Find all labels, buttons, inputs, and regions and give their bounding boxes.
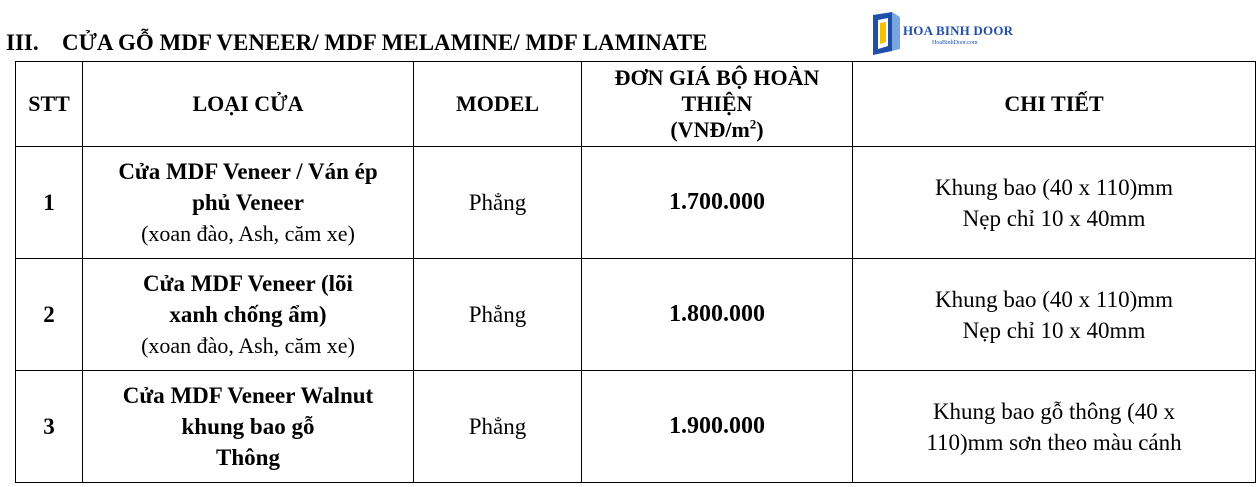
row-model: Phẳng bbox=[414, 259, 582, 371]
row-detail: Khung bao (40 x 110)mm Nẹp chỉ 10 x 40mm bbox=[853, 147, 1256, 259]
logo-website-text: HoaBinhDoor.com bbox=[932, 40, 978, 46]
table-header-row bbox=[16, 62, 1256, 147]
row-stt: 1 bbox=[16, 147, 83, 259]
header-price-unit: $(VNĐ/m^2)$ bbox=[670, 116, 764, 142]
section-number: III. bbox=[6, 30, 39, 55]
header-price-line1: ĐƠN GIÁ BỘ HOÀN bbox=[614, 65, 820, 90]
row-price: 1.900.000 bbox=[582, 371, 853, 483]
row-price: 1.700.000 bbox=[582, 147, 853, 259]
header-detail: CHI TIẾT bbox=[853, 62, 1256, 147]
row-door-type: Cửa MDF Veneer (lõi xanh chống ẩm) (xoan đào, Ash, căm xe) bbox=[83, 259, 414, 371]
door-logo-icon bbox=[870, 11, 902, 57]
row-price: 1.800.000 bbox=[582, 259, 853, 371]
row-detail: Khung bao gỗ thông (40 x 110)mm sơn theo màu cánh bbox=[853, 371, 1256, 483]
table-row bbox=[16, 371, 1256, 483]
section-title: CỬA GỖ MDF VENEER/ MDF MELAMINE/ MDF LAMINATE bbox=[62, 30, 708, 55]
row-stt: 3 bbox=[16, 371, 83, 483]
header-unit-price bbox=[582, 62, 853, 147]
table-row bbox=[16, 147, 1256, 259]
company-logo bbox=[870, 11, 1015, 59]
section-heading bbox=[6, 30, 707, 56]
header-door-type: LOẠI CỬA bbox=[83, 62, 414, 147]
row-model: Phẳng bbox=[414, 147, 582, 259]
logo-brand-text: HOA BINH DOOR bbox=[903, 23, 1014, 38]
table-row bbox=[16, 259, 1256, 371]
header-model: MODEL bbox=[414, 62, 582, 147]
row-door-type: Cửa MDF Veneer / Ván ép phủ Veneer (xoan đào, Ash, căm xe) bbox=[83, 147, 414, 259]
price-table bbox=[15, 61, 1256, 483]
row-door-type: Cửa MDF Veneer Walnut khung bao gỗ Thông bbox=[83, 371, 414, 483]
row-model: Phẳng bbox=[414, 371, 582, 483]
row-detail: Khung bao (40 x 110)mm Nẹp chỉ 10 x 40mm bbox=[853, 259, 1256, 371]
header-price-line2: THIỆN bbox=[681, 91, 753, 116]
header-stt: STT bbox=[16, 62, 83, 147]
row-stt: 2 bbox=[16, 259, 83, 371]
